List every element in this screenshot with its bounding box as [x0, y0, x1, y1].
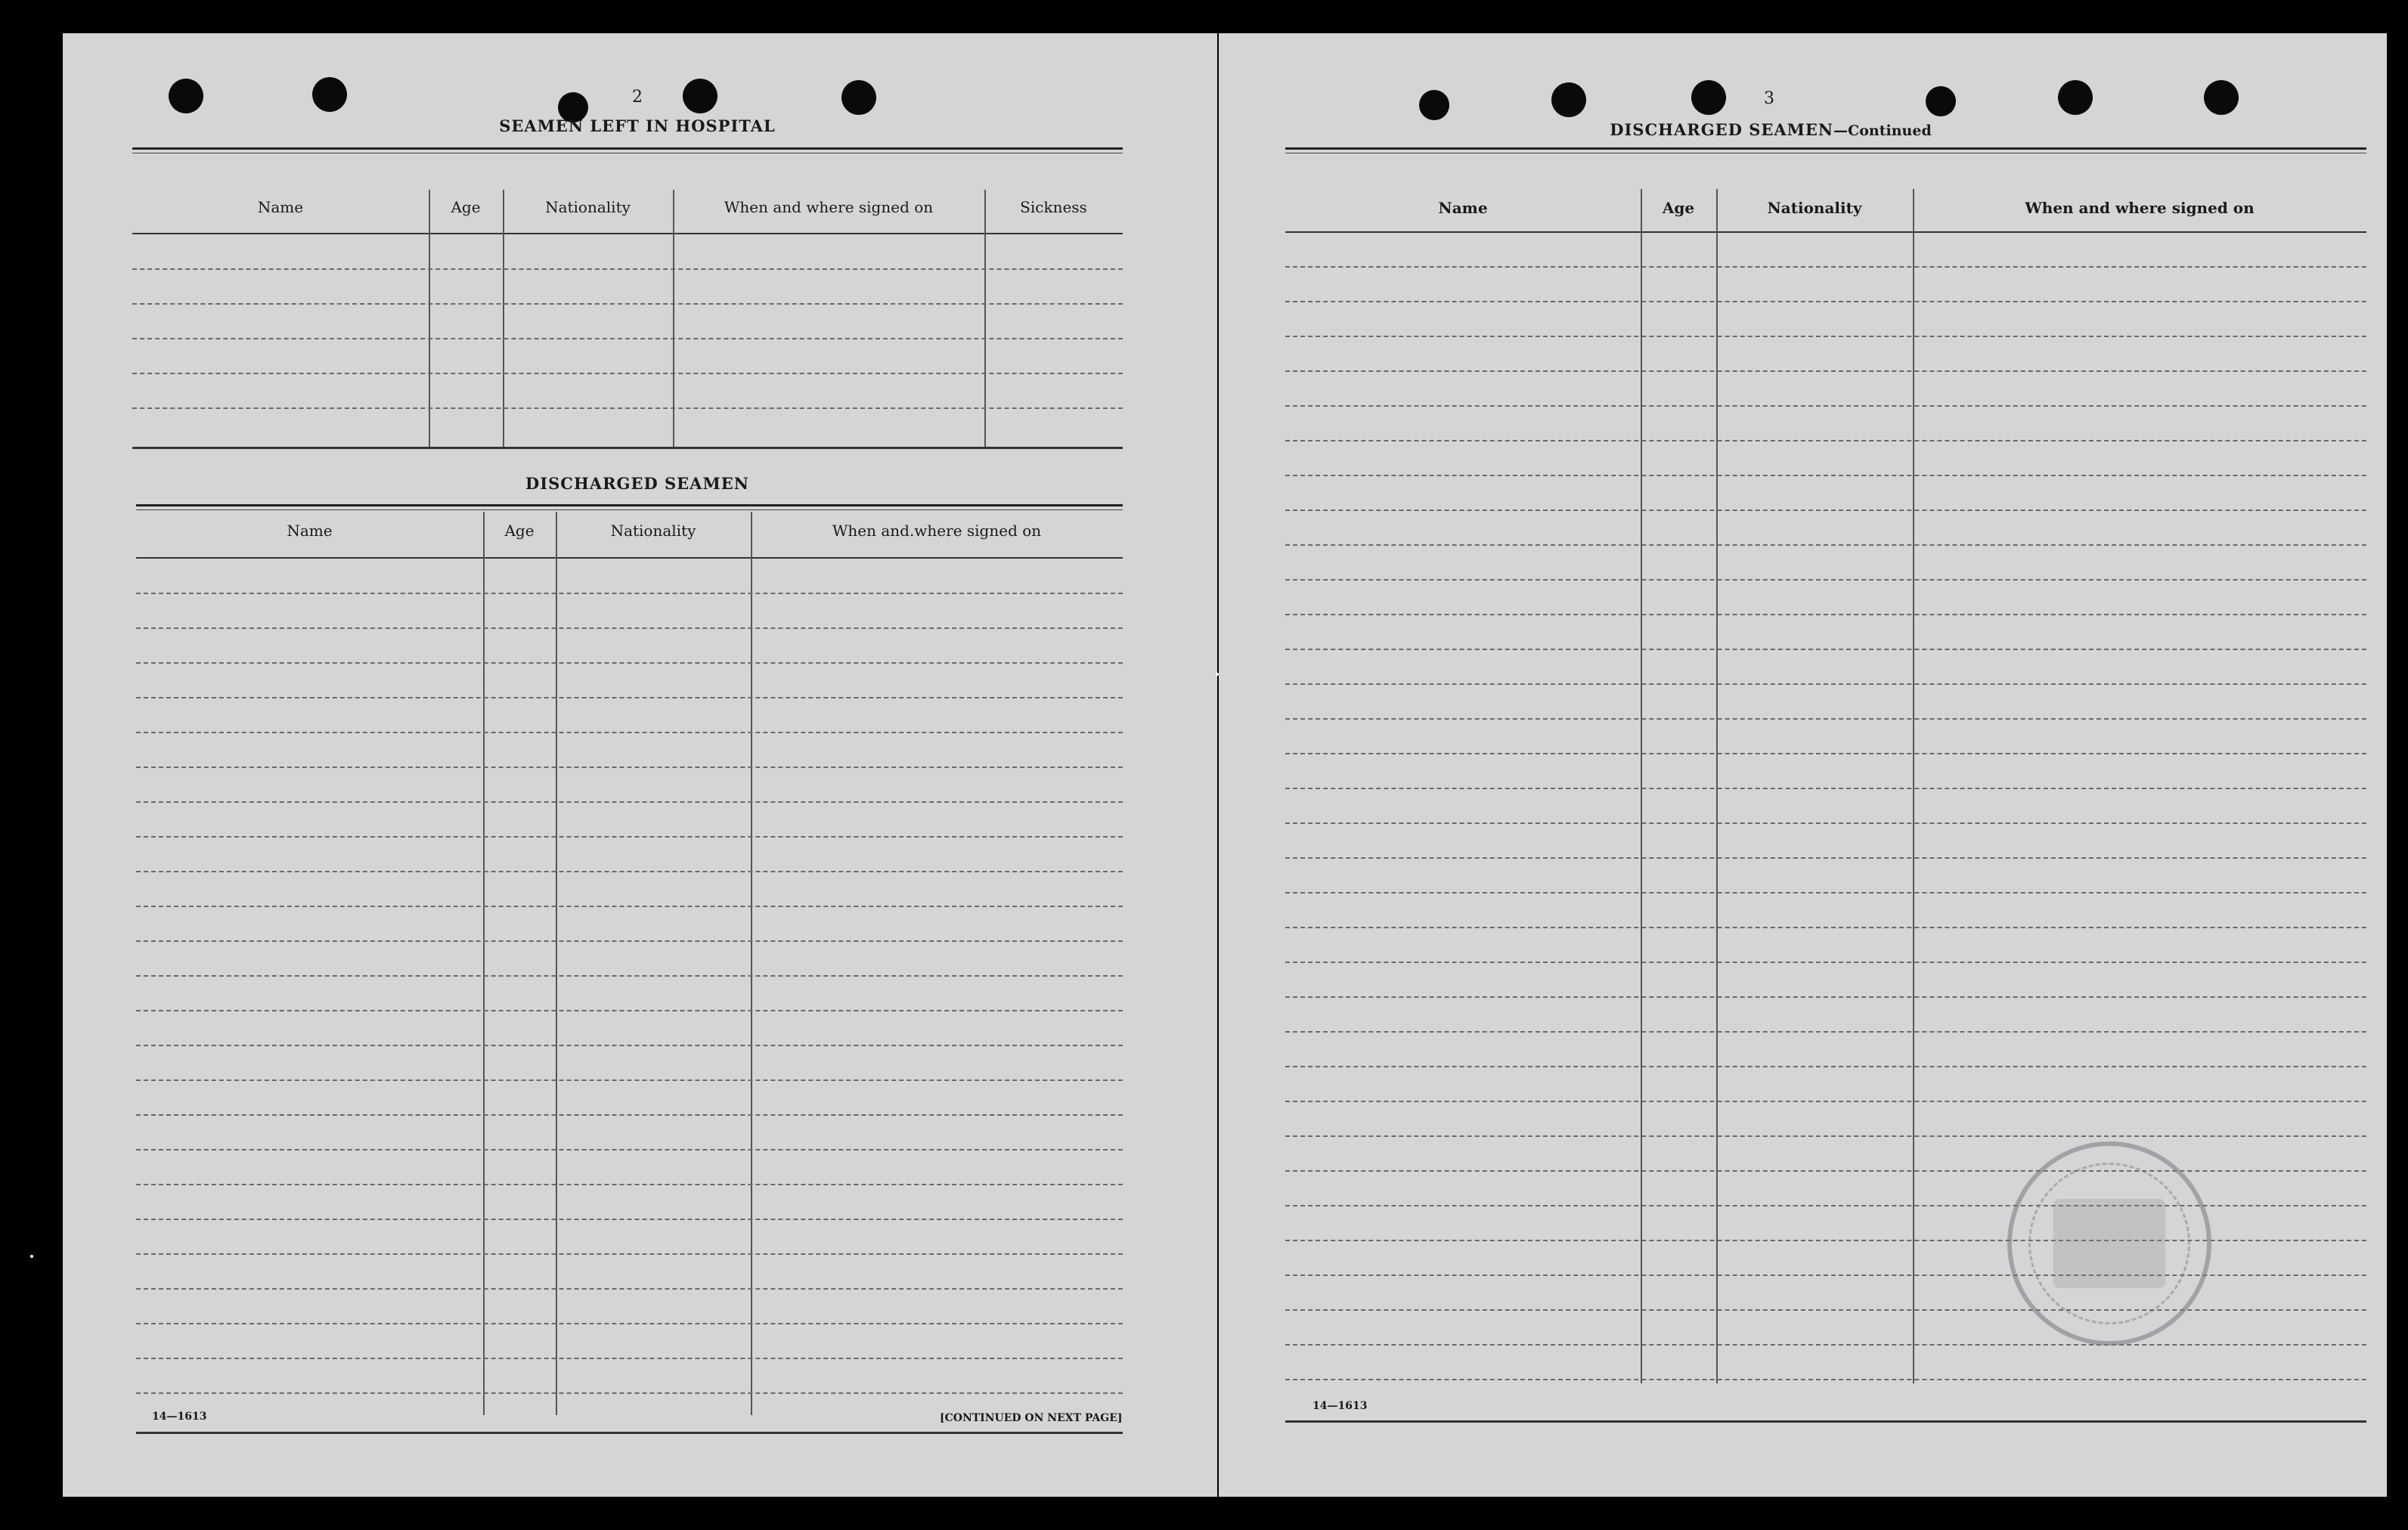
ledger-row-line	[1285, 753, 2366, 754]
ledger-row-line	[136, 906, 1123, 907]
ledger-row-line	[136, 836, 1123, 838]
ledger-row-line	[136, 1288, 1123, 1290]
ledger-row-line	[136, 1184, 1123, 1185]
ledger-row-line	[136, 1045, 1123, 1046]
col-head-nationality: Nationality	[545, 198, 631, 216]
section-title-discharged: DISCHARGED SEAMEN	[525, 474, 749, 493]
ledger-row-line	[1285, 440, 2366, 441]
ledger-row-line	[1285, 649, 2366, 650]
title-main: DISCHARGED SEAMEN	[1610, 120, 1834, 139]
ledger-row-line	[132, 373, 1123, 374]
punch-hole	[1551, 82, 1586, 117]
punch-hole	[169, 79, 203, 113]
ledger-row-line	[136, 732, 1123, 733]
section-title-hospital: SEAMEN LEFT IN HOSPITAL	[499, 116, 776, 135]
ledger-row-line	[1285, 1344, 2366, 1346]
column-divider	[556, 512, 557, 1415]
column-divider	[1716, 189, 1718, 1383]
ledger-row-line	[1285, 336, 2366, 337]
header-bottom-rule	[136, 557, 1123, 559]
ledger-row-line	[1285, 788, 2366, 789]
table-bottom-rule	[136, 1432, 1123, 1434]
ledger-row-line	[1285, 683, 2366, 685]
header-rule	[1285, 147, 2366, 153]
column-divider	[1641, 189, 1642, 1383]
discharged-table	[136, 470, 1123, 1445]
ledger-row-line	[136, 627, 1123, 629]
table-bottom-rule	[132, 447, 1123, 449]
punch-hole	[683, 79, 717, 113]
form-number: 14—1613	[152, 1411, 207, 1423]
ledger-row-line	[1285, 1379, 2366, 1380]
ledger-row-line	[132, 268, 1123, 270]
header-rule	[136, 504, 1123, 510]
ledger-row-line	[1285, 1170, 2366, 1172]
col-head-sickness: Sickness	[1020, 198, 1087, 216]
ledger-row-line	[1285, 370, 2366, 372]
col-head-nationality: Nationality	[610, 522, 696, 540]
col-head-name: Name	[287, 522, 333, 540]
col-head-age: Age	[504, 522, 535, 540]
page-number: 2	[632, 88, 643, 107]
col-head-nationality: Nationality	[1767, 199, 1862, 217]
ledger-row-line	[1285, 1101, 2366, 1102]
ledger-row-line	[136, 1114, 1123, 1116]
ledger-row-line	[132, 338, 1123, 339]
ledger-row-line	[136, 767, 1123, 768]
title-suffix: —Continued	[1833, 122, 1932, 139]
col-head-name: Name	[257, 198, 304, 216]
ledger-row-line	[136, 940, 1123, 942]
ledger-row-line	[136, 662, 1123, 664]
ledger-row-line	[1285, 996, 2366, 998]
ledger-row-line	[136, 1253, 1123, 1255]
ledger-row-line	[1285, 857, 2366, 859]
ledger-row-line	[136, 1358, 1123, 1359]
ledger-row-line	[1285, 509, 2366, 511]
ledger-row-line	[1285, 579, 2366, 581]
col-head-age: Age	[1662, 199, 1695, 217]
column-divider	[483, 512, 485, 1415]
ledger-row-line	[1285, 301, 2366, 302]
speck	[30, 1255, 33, 1258]
table-bottom-rule	[1285, 1420, 2366, 1423]
ledger-row-line	[136, 1079, 1123, 1081]
col-head-name: Name	[1438, 199, 1488, 217]
column-divider	[1913, 189, 1914, 1383]
ledger-row-line	[1285, 718, 2366, 720]
header-rule	[132, 147, 1123, 153]
ledger-row-line	[1285, 544, 2366, 546]
col-head-age: Age	[451, 198, 481, 216]
ledger-row-line	[1285, 1066, 2366, 1067]
column-divider	[751, 512, 752, 1415]
ledger-row-line	[136, 871, 1123, 872]
col-head-signed-on: When and where signed on	[724, 198, 934, 216]
right-page	[1219, 33, 2387, 1497]
hospital-table	[132, 147, 1123, 450]
ledger-row-line	[136, 1010, 1123, 1011]
left-page	[63, 33, 1217, 1497]
form-number: 14—1613	[1312, 1400, 1368, 1412]
ledger-row-line	[1285, 962, 2366, 963]
ledger-row-line	[136, 1219, 1123, 1220]
header-bottom-rule	[1285, 231, 2366, 233]
header-bottom-rule	[132, 233, 1123, 234]
punch-hole	[1691, 80, 1726, 115]
punch-hole	[1419, 90, 1449, 120]
ledger-row-line	[136, 975, 1123, 977]
punch-hole	[2058, 80, 2093, 115]
received-stamp	[2007, 1141, 2211, 1346]
ledger-row-line	[1285, 927, 2366, 928]
punch-hole	[841, 80, 876, 115]
ledger-row-line	[136, 697, 1123, 698]
punch-hole	[312, 77, 347, 112]
page-number: 3	[1764, 89, 1774, 108]
ledger-row-line	[1285, 1135, 2366, 1137]
punch-hole	[2204, 80, 2239, 115]
ledger-row-line	[136, 1323, 1123, 1324]
section-title-discharged-continued	[1544, 120, 1997, 139]
ledger-row-line	[1285, 1309, 2366, 1311]
ledger-row-line	[136, 801, 1123, 803]
ledger-row-line	[132, 303, 1123, 305]
ledger-row-line	[1285, 475, 2366, 476]
ledger-row-line	[136, 1392, 1123, 1394]
speck	[1216, 673, 1219, 676]
col-head-signed-on: When and.where signed on	[832, 522, 1042, 540]
col-head-signed-on: When and where signed on	[2025, 199, 2255, 217]
ledger-row-line	[1285, 1031, 2366, 1033]
ledger-row-line	[1285, 614, 2366, 615]
ledger-row-line	[1285, 405, 2366, 407]
ledger-row-line	[1285, 892, 2366, 894]
ledger-row-line	[1285, 266, 2366, 268]
ledger-row-line	[1285, 822, 2366, 824]
punch-hole	[1926, 86, 1956, 116]
ledger-row-line	[132, 407, 1123, 409]
ledger-row-line	[136, 593, 1123, 594]
ledger-row-line	[136, 1149, 1123, 1151]
continued-note: [CONTINUED ON NEXT PAGE]	[940, 1412, 1123, 1424]
